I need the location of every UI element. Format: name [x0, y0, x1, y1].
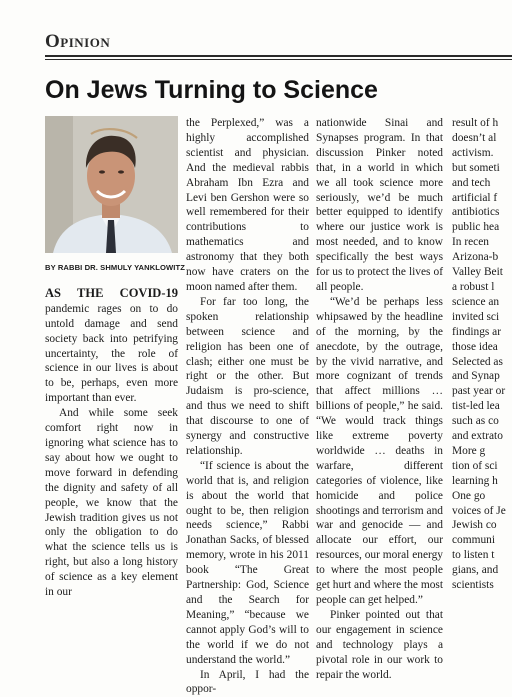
section-rule-thin — [45, 59, 512, 60]
column-4-line: communi — [452, 534, 496, 547]
column-4-line: scientists — [452, 579, 494, 592]
column-4-line: findings ar — [452, 325, 502, 338]
column-4-line: In recen — [452, 236, 489, 249]
column-4-line: voices of Je — [452, 504, 506, 517]
paragraph: For far too long, the spoken relationship between science and religion has been one of clash; either one must be right or the other. But Judaism is pro-science, and thus we need to shift that discourse to one of synergy and constructive relationship. — [186, 295, 309, 457]
paragraph: Pinker pointed out that our engagement in science and technology plays a pivotal role in our work to repair the world. — [316, 608, 443, 681]
paragraph: nationwide Sinai and Synapses program. In that discussion Pinker noted that, in a world in which we all took science more seriously, we’d be much better equipped to identify where our justice work is most needed, and to know specifically the best ways for us to protect the lives of all people. — [316, 117, 443, 293]
paragraph-text: pandemic rages on to do untold damage and send society back into petrifying uncertainty, the role of science in our lives is about to be, perhaps, even more important than ever. — [45, 302, 178, 405]
column-4-line: tion of sci — [452, 459, 498, 472]
paragraph: the Perplexed,” was a highly accomplished scientist and physician. And the medieval rabbis Abraham Ibn Ezra and Levi ben Gershon were so well remembered for their contributions to mathematics and astronomy that they both now have craters on the moon named after them. — [186, 117, 309, 293]
paragraph: In April, I had the oppor- — [186, 668, 309, 696]
paragraph: And while some seek comfort right now in ignoring what science has to say about how we ought to move forward in defending the dignity and safety of all people, we know that the Jewish tradition gives us not only the obligation to do what the science tells us is right, but also a long history of science as a key element in our — [45, 407, 178, 599]
author-byline: BY RABBI DR. SHMULY YANKLOWITZ — [45, 263, 185, 272]
paragraph: “We’d be perhaps less whipsawed by the headline of the morning, by the anecdote, by the outrage, by the vivid narrative, and more cognizant of trends that affect millions … billions of people,” he said. “We would track things like extreme poverty worldwide … deaths in warfare, different categories of violence, like homicide and police shootings and terrorism and war and genocide — and allocate our effort, our resources, our moral energy to where the most people get hurt and where the most people can get helped.” — [316, 295, 443, 606]
column-4-line: Selected as — [452, 355, 503, 368]
column-4-line: Jewish co — [452, 519, 497, 532]
column-4-line: doesn’t al — [452, 131, 497, 144]
column-4-line: artificial f — [452, 191, 498, 204]
column-4-line: and tech — [452, 176, 491, 189]
section-label: Opinion — [45, 31, 111, 52]
article-column-1 — [45, 116, 185, 599]
paragraph: “If science is about the world that is, and religion is about the world that ought to be, then religion needs science,” Rabbi Jonathan Sacks, of blessed memory, wrote in his 2011 book “The Great Partnership: God, Science and the Search for Meaning,” “because we cannot apply God’s will to the world if we do not understand the world.” — [186, 459, 309, 666]
column-4-line: those idea — [452, 340, 498, 353]
column-4-line: activism. — [452, 146, 494, 159]
column-4-line: Arizona-b — [452, 251, 499, 264]
column-4-line: tist-led lea — [452, 400, 500, 413]
column-4-line: such as co — [452, 415, 499, 428]
column-4-line: to listen t — [452, 549, 495, 562]
article-column-3 — [316, 116, 443, 681]
author-portrait-image — [45, 116, 178, 253]
column-4-line: and extrato — [452, 430, 503, 443]
column-4-line: past year or — [452, 385, 506, 398]
column-4-line: but someti — [452, 161, 500, 174]
column-4-line: and Synap — [452, 370, 500, 383]
column-4-line: result of h — [452, 117, 499, 129]
column-4-line: Valley Beit — [452, 266, 503, 279]
column-4-line: public hea — [452, 221, 500, 234]
column-4-line: gians, and — [452, 564, 499, 577]
column-4-line: antibiotics — [452, 206, 500, 219]
column-4-line: More g — [452, 444, 486, 457]
column-4-line: invited sci — [452, 310, 500, 323]
column-4-line: a robust l — [452, 280, 495, 293]
lead-in: AS THE COVID-19 — [45, 285, 178, 300]
article-headline: On Jews Turning to Science — [45, 76, 378, 104]
article-column-4-cropped — [452, 116, 512, 592]
column-4-line: science an — [452, 295, 500, 308]
paragraph — [45, 286, 178, 406]
column-4-line: learning h — [452, 474, 498, 487]
column-4-line: One go — [452, 489, 486, 502]
author-photo — [45, 116, 178, 253]
article-column-2 — [186, 116, 309, 696]
section-rule — [45, 55, 512, 57]
